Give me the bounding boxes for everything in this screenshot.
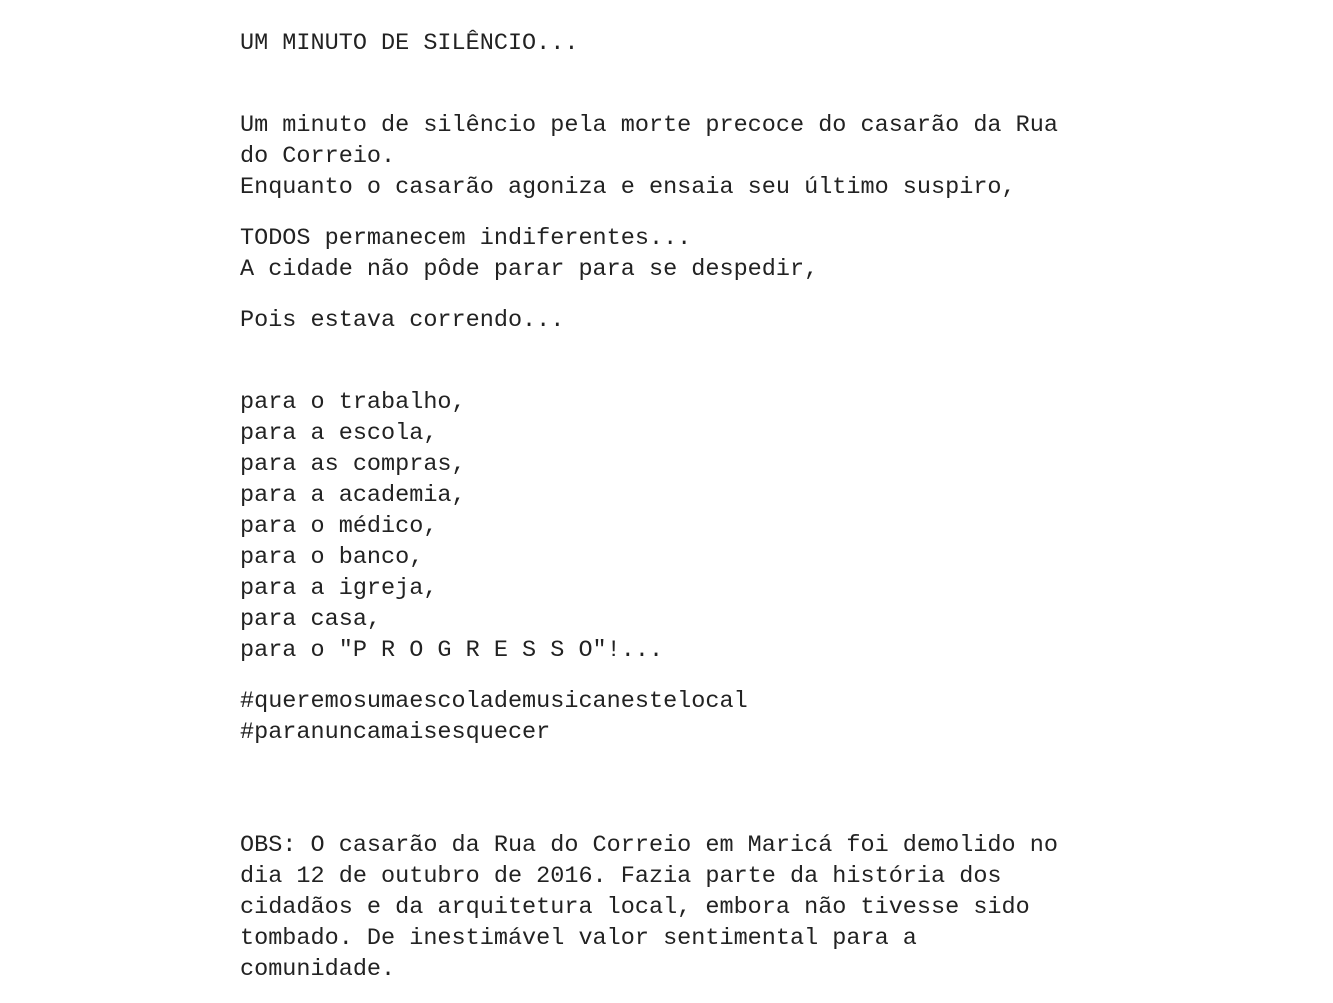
obs-line: OBS: O casarão da Rua do Correio em Maricá foi demolido no bbox=[240, 832, 1058, 859]
stanza-3 bbox=[240, 305, 1140, 336]
list-item: para casa, bbox=[240, 606, 382, 633]
hashtags bbox=[240, 686, 1140, 748]
spacer bbox=[240, 336, 1140, 387]
list-item: para as compras, bbox=[240, 451, 466, 478]
obs-note bbox=[240, 830, 1140, 985]
list-item: para a escola, bbox=[240, 420, 438, 447]
stanza-line: TODOS permanecem indiferentes... bbox=[240, 225, 692, 252]
stanza-1 bbox=[240, 110, 1140, 203]
stanza-line: Enquanto o casarão agoniza e ensaia seu último suspiro, bbox=[240, 174, 1016, 201]
spacer bbox=[240, 666, 1140, 686]
document-page bbox=[240, 28, 1140, 985]
stanza-line: do Correio. bbox=[240, 143, 396, 170]
list-item: para a igreja, bbox=[240, 575, 438, 602]
spacer bbox=[240, 285, 1140, 305]
list-item: para o banco, bbox=[240, 544, 424, 571]
hashtag: #queremosumaescolademusicanestelocal bbox=[240, 688, 748, 715]
stanza-2 bbox=[240, 223, 1140, 285]
spacer bbox=[240, 748, 1140, 830]
stanza-line: A cidade não pôde parar para se despedir, bbox=[240, 256, 819, 283]
list-item: para o médico, bbox=[240, 513, 438, 540]
list-item: para a academia, bbox=[240, 482, 466, 509]
obs-line: cidadãos e da arquitetura local, embora não tivesse sido bbox=[240, 894, 1030, 921]
stanza-line: Um minuto de silêncio pela morte precoce do casarão da Rua bbox=[240, 112, 1058, 139]
hashtag: #paranuncamaisesquecer bbox=[240, 719, 551, 746]
spacer bbox=[240, 59, 1140, 110]
destinations-list bbox=[240, 387, 1140, 666]
obs-line: dia 12 de outubro de 2016. Fazia parte da história dos bbox=[240, 863, 1002, 890]
poem-title: UM MINUTO DE SILÊNCIO... bbox=[240, 30, 579, 57]
obs-line: comunidade. bbox=[240, 956, 396, 983]
obs-line: tombado. De inestimável valor sentimental para a bbox=[240, 925, 917, 952]
stanza-line: Pois estava correndo... bbox=[240, 307, 565, 334]
spacer bbox=[240, 203, 1140, 223]
list-item: para o "P R O G R E S S O"!... bbox=[240, 637, 664, 664]
list-item: para o trabalho, bbox=[240, 389, 466, 416]
